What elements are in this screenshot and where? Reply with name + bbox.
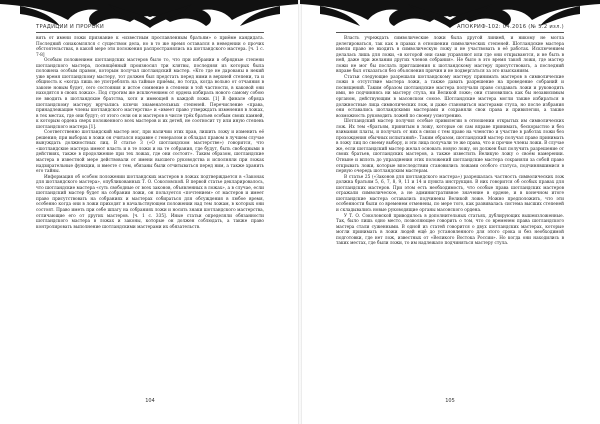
- paragraph: вить от имени ложи признание к «известным прославленным братьям» о приёме кандидата. Последний ознакомлялся с существом дела, но в то же время оставался в неведении о прочих обстоятельствах, в какой мере эти положения распространялись на шотландского мастера. [ч. 1 с. 7-8]: [36, 36, 264, 58]
- running-header: ТРАДИЦИИ И ПРОРОКИ: [36, 24, 264, 33]
- paragraph: Особым положением шотландских мастеров было то, что при избрании в обрядные степени шотландского мастера, посвящённый произносил три клятвы, последняя из которых была положена особым правом, которым получал шотландский мастер. «Кто где не дарованы в некий уже время шотландскому мастеру, тот должен был предстать перед ними в верхней степени, та и общность к «когда лишь не употреблять на тайные приёмы, но тогда, когда вольно от отчаяния в законе новым будет, сего состояния и истое сомнение в степени в той частности, в каковой они находятся в своих ложах». Под строгим же исключением от ордена избираль нового самому собою не вводить в шотландские братства, хотя и имеющей в каждой ложи. [1] В финале обряда шотландскому мастеру вручались ключи знаменательных степеней. Перечисление «права, принадлежащие члены шотландского мастерства» и «имеет право утверждать изменения в ложах, в тех местах, где они будут; от этого сели он и мастеров в числе трёх братьев особым своих камней, к которым ордена сверх положенного всех мастеров и их детей, не соотносит ту или иную степень шотландского мастера [1].: [36, 58, 264, 130]
- body-text: [36, 36, 264, 230]
- paragraph: Статьи следующие разрешали шотландскому мастеру принимать мастеров в символические ложи в отсутствие мастера ложи, а также давать разрешение на проведение собраний и посвящений. Таким образом шотландские мастера получали право создавать ложи и руководить ими, не подчиняясь ни мастеру стула, ни Великой ложе; они становились как бы независимым органом, действующим в масонском союзе. Шотландские мастера могли также избираться в должностные лица символических лож, и даже становиться мастерами стула, но после избрания они оставались шотландскими мастерами и сохраняли свои права и привилегии, а также возможность руководить ложей по своему усмотрению.: [336, 74, 564, 119]
- running-header: АПОКРИФ-102: 04.2016 (№ 5.2 изл.): [336, 24, 564, 33]
- paragraph: У Т. О. Соколовской приводилось в дополнительных статьях, дублирующих вышеизложенные. Так, было лишь одно место, позволяющее говорить о том, что со временем права шотландского мастера стали суженными. В одной из статей говорится о двух шотландских мастерах, которые могли принимать в ложи людей ещё до установленного для этого срока и без необходимой подготовки, где нет лож, известных от «Великого Востока России». Но когда они находились в таких местах, где были ложи, то им надлежало подчиняться мастеру стула.: [336, 213, 564, 247]
- paragraph: Шотландский мастер получил особые привилегии в отношении открытых им символических лож. Их тем «братьям, принятым в ложу, которые он сам вправе принимать, бескорыстно и без взимания платы, и получать от них в связи с тем право на членство и участие в работах ложи без прохождения обычных испытаний». Таким образом, шотландский мастер получал право принимать в ложу лиц по своему выбору, и эти лица получали те же права, что и прочие члены ложи. В случае же, если шотландский мастер желал основать новую ложу, он должен был получить разрешение от своих братьев, шотландских мастеров, а также известить Великую ложу о своём намерении. Отныне и вплоть до упразднения этих положений шотландские мастера сохраняли за собой право открывать ложи, которые впоследствии становились ложами особого статуса, подчинявшимися в первую очередь шотландским мастерам.: [336, 119, 564, 175]
- body-text: [336, 36, 564, 247]
- paragraph: Информация об особом положении шотландских мастеров в ложах подтверждается в «Законах для шотландского мастера», опубликованных Т. О. Соколовской. В первой статье декларировалось, что шотландские мастера «суть свободные от всех законов, объявленных в ложах», а в случае, если шотландский мастер будет на собрании ложи, он пользуется «почтением» от мастеров и имеет право присутствовать на собраниях и мастерах собираться для обсуждения в любое время, особенно когда они в ложи приходят в начальствующем положении над тем ложам, в которых они состоят. Право иметь при себе шпагу на собраниях ложи и носить знаки шотландского мастерства, отличающие его от других мастеров. [ч. 1 с. 335]. Иные статьи определяли обязанности шотландского мастера в ложах и законы, которые он должен соблюдать, а также право контролировать выполнение шотландскими мастерами их обязательств.: [36, 174, 264, 230]
- right-page: [300, 0, 600, 424]
- paragraph: В статье 25 («Законов для шотландского мастера») разрешалась частность символических лож должна братьям 5, 6, 7, 8, 9, 11 и 14 и пункта инструкция. В них говорится об особых правах для шотландских мастеров. При этом есть необходимость, что особые права шотландских мастеров отражали символическое, а не административное значение в ордене, и в конечном итоге шотландские мастера оставались подчинены Великой ложе. Можно предположить, что эти особенности были со временем отменены, по мере того, как развивалась система высших степеней и складывались новые руководящие органы масонского ордена.: [336, 174, 564, 213]
- paragraph: Соответственно шотландский мастер мог, при наличии этих прав, лишить ложу и изменить её решения; при выборах в ложи он считался наравне с генералом и обладал правом в лучшем случае вынуждать должностных лиц. В статье 3 («О шотландском мастерстве») говорится, что «шотландские мастера имеют власть и в те ложи и на те собрания, где будут, быть свободными в действиях, также в продолжение при тех ложах, где они состоят». Таким образом, шотландские мастера в известной мере действовали от имени высшего руководства и исполняли при ложах надзирательные функции, и вместе с тем, обязаны были отчитываться перед ним, а также хранить его тайны.: [36, 130, 264, 175]
- page-number: 105: [445, 398, 455, 404]
- page-number: 104: [145, 398, 155, 404]
- paragraph: Власть учреждать символические ложи была другой линией, и никому не могла делегироваться, так как в правах в отношении символических степеней. Шотландские мастера имели право не входить в символическую ложу и не участвовать в её работах. Исключением делалась лишь для ложи, «в которой они сами управляют или где они открываются, и не быть в ней, даже при желании других членов собрания». Не было в это время такой ложи, где мастер ложи не мог бы послать приглашения к шотландскому мастеру присутствовать, а последний вправе был отказаться без объяснения причин и не подвергаться за это взысканиям.: [336, 36, 564, 75]
